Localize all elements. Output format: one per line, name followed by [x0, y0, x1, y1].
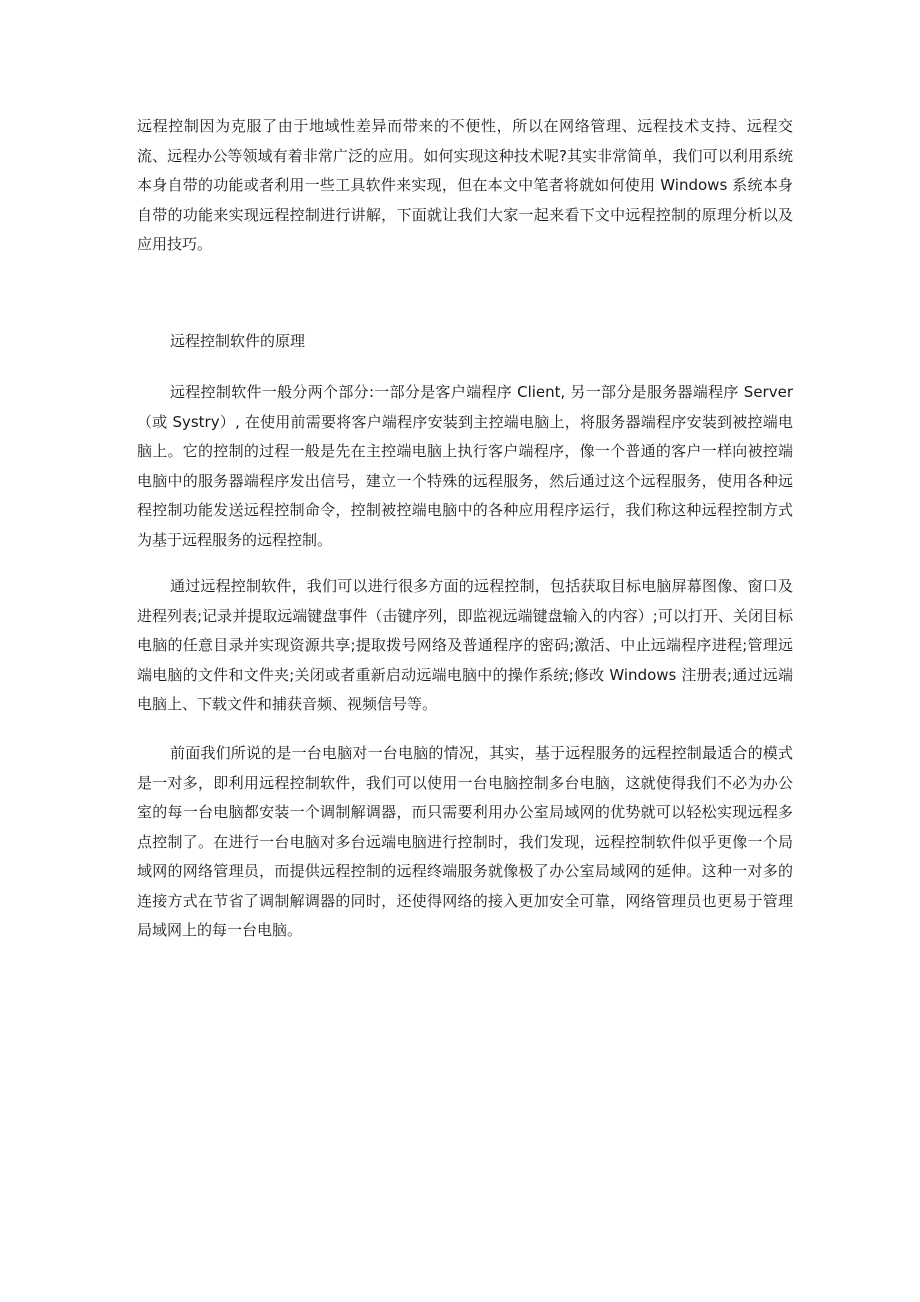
body-paragraph-1: 远程控制软件一般分两个部分:一部分是客户端程序 Client, 另一部分是服务器端程序 Server（或 Systry）, 在使用前需要将客户端程序安装到主控端电脑上，将服务器端程序安装到被控端电脑上。它的控制的过程一般是先在主控端电脑上执行客户端程序，像一个普通的客户一样向被控端电脑中的服务器端程序发出信号，建立一个特殊的远程服务，然后通过这个远程服务，使用各种远程控制功能发送远程控制命令，控制被控端电脑中的各种应用程序运行，我们称这种远程控制方式为基于远程服务的远程控制。 [137, 383, 793, 549]
section-heading: 远程控制软件的原理 [170, 332, 306, 350]
intro-paragraph: 远程控制因为克服了由于地域性差异而带来的不便性，所以在网络管理、远程技术支持、远程交流、远程办公等领域有着非常广泛的应用。如何实现这种技术呢?其实非常简单，我们可以利用系统本身自带的功能或者利用一些工具软件来实现，但在本文中笔者将就如何使用 Windows 系统本身自带的功能来实现远程控制进行讲解，下面就让我们大家一起来看下文中远程控制的原理分析以及应用技巧。 [137, 117, 793, 253]
body-paragraph-3: 前面我们所说的是一台电脑对一台电脑的情况，其实，基于远程服务的远程控制最适合的模式是一对多，即利用远程控制软件，我们可以使用一台电脑控制多台电脑，这就使得我们不必为办公室的每一台电脑都安装一个调制解调器，而只需要利用办公室局域网的优势就可以轻松实现远程多点控制了。在进行一台电脑对多台远端电脑进行控制时，我们发现，远程控制软件似乎更像一个局域网的网络管理员，而提供远程控制的远程终端服务就像极了办公室局域网的延伸。这种一对多的连接方式在节省了调制解调器的同时，还使得网络的接入更加安全可靠，网络管理员也更易于管理局域网上的每一台电脑。 [137, 744, 793, 939]
body-paragraph-2: 通过远程控制软件，我们可以进行很多方面的远程控制，包括获取目标电脑屏幕图像、窗口及进程列表;记录并提取远端键盘事件（击键序列，即监视远端键盘输入的内容）;可以打开、关闭目标电脑的任意目录并实现资源共享;提取拨号网络及普通程序的密码;激活、中止远端程序进程;管理远端电脑的文件和文件夹;关闭或者重新启动远端电脑中的操作系统;修改 Windows 注册表;通过远端电脑上、下载文件和捕获音频、视频信号等。 [137, 577, 793, 713]
